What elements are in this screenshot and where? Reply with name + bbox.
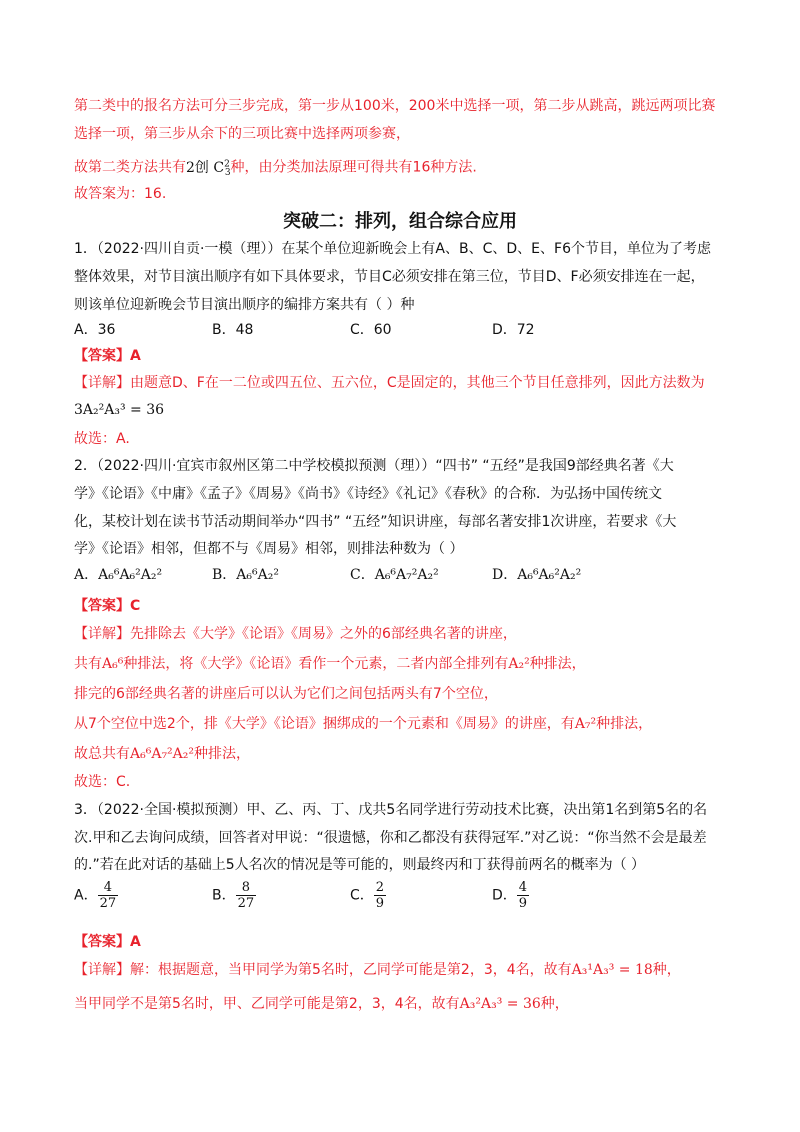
q2-detail-4: 从7个空位中选2个，排《大学》《论语》捆绑成的一个元素和《周易》的讲座，有A₇²种排法， <box>74 716 653 732</box>
intro-line-1: 第二类中的报名方法可分三步完成，第一步从100米，200米中选择一项，第二步从跳高，跳远两项比赛 <box>74 98 716 114</box>
intro-line-3: 故第二类方法共有2创 $C^2_3$种，由分类加法原理可得共有16种方法. <box>74 159 477 179</box>
q2-line-4: 学》《论语》相邻，但都不与《周易》相邻，则排法种数为（ ） <box>74 541 464 557</box>
q3-detail-1: 【详解】解：根据题意，当甲同学为第5名时，乙同学可能是第2，3，4名，故有A₃¹A₃³ = 18种， <box>74 962 681 978</box>
q2-option-a: A．A₆⁶A₆²A₂² <box>74 567 163 583</box>
q2-option-b: B．A₆⁶A₂² <box>212 567 279 583</box>
q1-choose: 故选：A. <box>74 431 130 447</box>
q3-line-2: 次.甲和乙去询问成绩，回答者对甲说：“很遗憾，你和乙都没有获得冠军.”对乙说：“你当然不会是最差 <box>74 830 707 846</box>
q2-line-3: 化，某校计划在读书节活动期间举办“四书” “五经”知识讲座，每部名著安排1次讲座，若要求《大 <box>74 514 677 530</box>
q3-line-1: 3．（2022·全国·模拟预测）甲、乙、丙、丁、戊共5名同学进行劳动技术比赛，决出第1名到第5名的名 <box>74 802 708 818</box>
q2-choose: 故选：C. <box>74 774 131 790</box>
q3-option-c: C． $\frac{2}{9}$ <box>350 880 385 911</box>
math-expression: 2创 $C^2_3$ <box>186 159 231 179</box>
q1-option-d: D．72 <box>492 322 535 338</box>
q2-detail-1: 【详解】先排除去《大学》《论语》《周易》之外的6部经典名著的讲座， <box>74 626 517 642</box>
q1-option-a: A．36 <box>74 322 116 338</box>
q3-option-d: D． $\frac{4}{9}$ <box>492 880 528 911</box>
q2-line-1: 2．（2022·四川·宜宾市叙州区第二中学校模拟预测（理））“四书” “五经”是我国9部经典名著《大 <box>74 458 674 474</box>
q1-option-c: C．60 <box>350 322 392 338</box>
q3-line-3: 的.”若在此对话的基础上5人名次的情况是等可能的，则最终丙和丁获得前两名的概率为（ ） <box>74 857 646 873</box>
q2-line-2: 学》《论语》《中庸》《孟子》《周易》《尚书》《诗经》《礼记》《春秋》的合称．为弘扬中国传统文 <box>74 486 662 502</box>
q2-option-d: D．A₆⁶A₆²A₂² <box>492 567 582 583</box>
q3-option-a: A． $\frac{4}{27}$ <box>74 880 117 911</box>
section-title: 突破二：排列，组合综合应用 <box>283 211 517 232</box>
q1-formula: 3A₂²A₃³ = 36 <box>74 402 165 418</box>
q2-detail-2: 共有A₆⁶种排法，将《大学》《论语》看作一个元素，二者内部全排列有A₂²种排法， <box>74 656 586 672</box>
q2-detail-3: 排完的6部经典名著的讲座后可以认为它们之间包括两头有7个空位， <box>74 686 498 702</box>
q2-answer: 【答案】C <box>74 598 141 614</box>
q1-answer: 【答案】A <box>74 348 141 364</box>
q3-detail-2: 当甲同学不是第5名时，甲、乙同学可能是第2，3，4名，故有A₃²A₃³ = 36种， <box>74 996 569 1012</box>
q3-answer: 【答案】A <box>74 934 141 950</box>
intro-line-2: 选择一项，第三步从余下的三项比赛中选择两项参赛， <box>74 126 410 142</box>
q1-line-2: 整体效果，对节目演出顺序有如下具体要求，节目C必须安排在第三位，节目D、F必须安排连在一起， <box>74 269 705 285</box>
q1-line-1: 1．（2022·四川自贡·一模（理））在某个单位迎新晚会上有A、B、C、D、E、F6个节目，单位为了考虑 <box>74 241 711 257</box>
intro-answer: 故答案为：16. <box>74 186 167 202</box>
q1-option-b: B．48 <box>212 322 254 338</box>
q3-option-b: B． $\frac{8}{27}$ <box>212 880 255 911</box>
q2-detail-5: 故总共有A₆⁶A₇²A₂²种排法， <box>74 746 251 762</box>
q1-detail: 【详解】由题意D、F在一二位或四五位、五六位，C是固定的，其他三个节目任意排列，因此方法数为 <box>74 375 705 391</box>
q1-line-3: 则该单位迎新晚会节目演出顺序的编排方案共有（ ）种 <box>74 297 415 313</box>
q2-option-c: C．A₆⁶A₇²A₂² <box>350 567 439 583</box>
